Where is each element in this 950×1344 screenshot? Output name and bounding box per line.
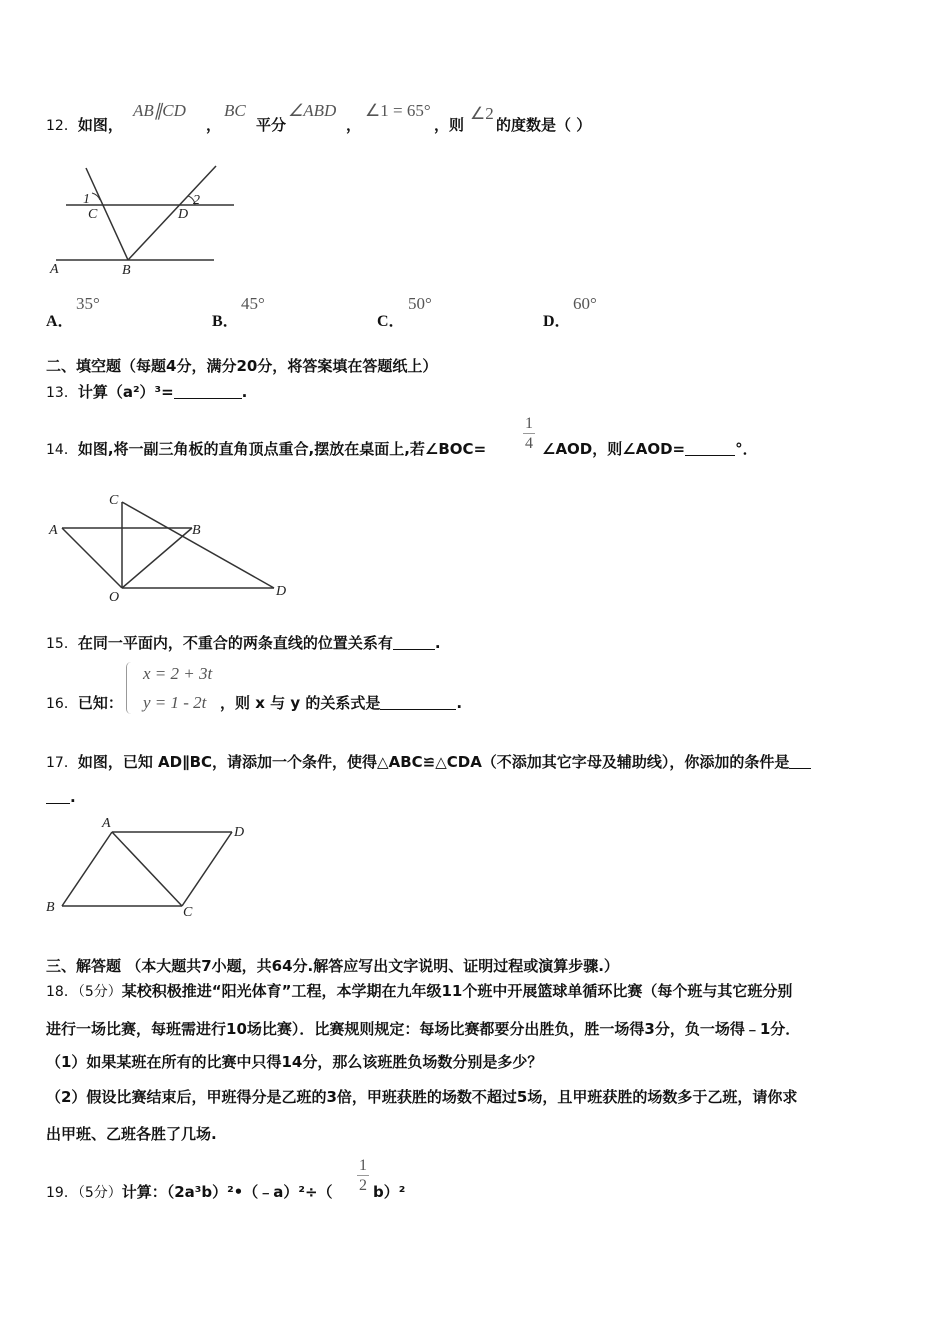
- q14-fig-label-b: B: [192, 523, 201, 538]
- q12-pre: 如图，: [77, 116, 123, 134]
- q18-line2: 进行一场比赛，每班需进行10场比赛）．比赛规则规定：每场比赛都要分出胜负，胜一场得3分，负一场得﹣1分．: [46, 1020, 801, 1038]
- q13-tail: .: [241, 383, 248, 401]
- q12-expr4: ∠1 = 65°: [365, 101, 431, 120]
- q15-answer-blank[interactable]: [393, 634, 435, 650]
- q14-answer-blank[interactable]: [685, 440, 735, 456]
- q14-text: 如图,将一副三角板的直角顶点重合,摆放在桌面上,若∠BOC=: [77, 440, 487, 458]
- q14-text2: ∠AOD，则∠AOD=: [542, 440, 686, 458]
- q14-tail: °．: [735, 440, 758, 458]
- q13-number: 13．: [46, 385, 78, 401]
- q12-number: 12．: [46, 118, 78, 134]
- q15-text: 在同一平面内，不重合的两条直线的位置关系有: [77, 634, 393, 652]
- q12-expr1: AB∥CD: [133, 101, 186, 120]
- q16-line: [46, 692, 123, 713]
- q15-tail: .: [434, 634, 441, 652]
- q17-fig-label-a: A: [102, 816, 111, 831]
- q17-answer-blank[interactable]: [789, 753, 811, 769]
- q12-option-b-value: 45°: [241, 294, 265, 313]
- q12-fig-label-d: D: [178, 207, 189, 222]
- q12-option-c[interactable]: C．: [377, 313, 405, 330]
- q14-fig-label-c: C: [109, 493, 119, 508]
- q18-part1: （1）如果某班在所有的比赛中只得14分，那么该班胜负场数分别是多少？: [46, 1053, 543, 1071]
- q17-tail: .: [70, 788, 76, 806]
- q19-pre: 计算：（2a³b）²•（﹣a）²÷（: [121, 1183, 333, 1201]
- q12-line: [46, 114, 123, 135]
- q12-sep2: ，: [346, 116, 362, 134]
- q14-line-2: [542, 438, 758, 459]
- q14-fraction-numerator: 1: [525, 415, 533, 432]
- q16-eq2: y = 1 - 2t: [143, 693, 207, 712]
- q12-fig-label-b: B: [122, 263, 131, 278]
- q12-expr2: BC: [224, 101, 246, 120]
- q18-part2b: 出甲班、乙班各胜了几场.: [46, 1125, 217, 1143]
- q13-text: 计算（a²）³=: [77, 383, 174, 401]
- q18-line1: 某校积极推进“阳光体育”工程，本学期在九年级11个班中开展篮球单循环比赛（每个班与其它班分别: [121, 982, 793, 1000]
- q12-post: ，则: [434, 116, 465, 134]
- q12-tail: 的度数是（ ）: [496, 116, 592, 134]
- q19-fraction-denominator: 2: [359, 1177, 367, 1194]
- q12-sep1: ，: [206, 116, 222, 134]
- q12-fig-label-1: 1: [83, 192, 90, 207]
- q12-fig-label-a: A: [50, 262, 59, 277]
- q17-figure: [40, 812, 260, 922]
- q16-answer-blank[interactable]: [380, 694, 456, 710]
- q12-option-d[interactable]: D．: [543, 313, 571, 330]
- q12-option-c-value: 50°: [408, 294, 432, 313]
- q14-line: [46, 438, 486, 459]
- q12-expr3: ∠ABD: [288, 101, 337, 120]
- q18-score: （5分）: [77, 984, 122, 1000]
- q14-fig-label-o: O: [109, 590, 120, 605]
- q12-fig-label-c: C: [88, 207, 98, 222]
- q17-fig-label-c: C: [183, 905, 193, 920]
- q12-option-b[interactable]: B．: [212, 313, 239, 330]
- q18-number: 18．: [46, 984, 78, 1000]
- q19-fraction: [357, 1156, 369, 1195]
- q19-line: [46, 1181, 333, 1202]
- q16-tail: .: [456, 694, 463, 712]
- section2-title: 二、填空题（每题4分，满分20分，将答案填在答题纸上）: [46, 357, 438, 375]
- q12-expr5: ∠2: [470, 104, 494, 123]
- q12-figure: [46, 160, 246, 280]
- q17-fig-label-b: B: [46, 900, 55, 915]
- q19-post: b）²: [373, 1183, 406, 1201]
- q18-part2a: （2）假设比赛结束后，甲班得分是乙班的3倍，甲班获胜的场数不超过5场，且甲班获胜的场数多于乙班，请你求: [46, 1088, 798, 1106]
- q17-line: [46, 751, 811, 772]
- q19-fraction-numerator: 1: [359, 1157, 367, 1174]
- q16-pre: 已知：: [77, 694, 123, 712]
- q12-option-a[interactable]: A．: [46, 313, 74, 330]
- q14-fraction-denominator: 4: [525, 435, 533, 452]
- q14-fig-label-d: D: [276, 584, 287, 599]
- q16-number: 16．: [46, 696, 78, 712]
- q12-mid: 平分: [256, 116, 287, 134]
- q16-line-2: [220, 692, 462, 713]
- q12-option-a-value: 35°: [76, 294, 100, 313]
- q12-fig-label-2: 2: [193, 193, 200, 208]
- q16-post: ，则 x 与 y 的关系式是: [220, 694, 381, 712]
- q15-number: 15．: [46, 636, 78, 652]
- q17-text: 如图，已知 AD∥BC，请添加一个条件，使得△ABC≌△CDA（不添加其它字母及辅助线），你添加的条件是: [77, 753, 790, 771]
- q18-line-1: [46, 980, 792, 1001]
- q14-figure: [46, 488, 296, 608]
- q16-eq1: x = 2 + 3t: [143, 664, 213, 683]
- q13-line: [46, 381, 247, 402]
- q12-option-d-value: 60°: [573, 294, 597, 313]
- q14-number: 14．: [46, 442, 78, 458]
- q14-fraction: [523, 414, 535, 453]
- q14-fig-label-a: A: [49, 523, 58, 538]
- q15-line: [46, 632, 441, 653]
- section3-title: 三、解答题 （本大题共7小题，共64分.解答应写出文字说明、证明过程或演算步骤.）: [46, 957, 619, 975]
- q13-answer-blank[interactable]: [174, 383, 242, 399]
- q19-number: 19．: [46, 1185, 78, 1201]
- q17-answer-blank-cont[interactable]: [46, 788, 70, 804]
- q16-brace: [126, 662, 132, 714]
- q17-line-2: [46, 788, 76, 806]
- q19-score: （5分）: [77, 1185, 122, 1201]
- q17-number: 17．: [46, 755, 78, 771]
- q17-fig-label-d: D: [234, 825, 245, 840]
